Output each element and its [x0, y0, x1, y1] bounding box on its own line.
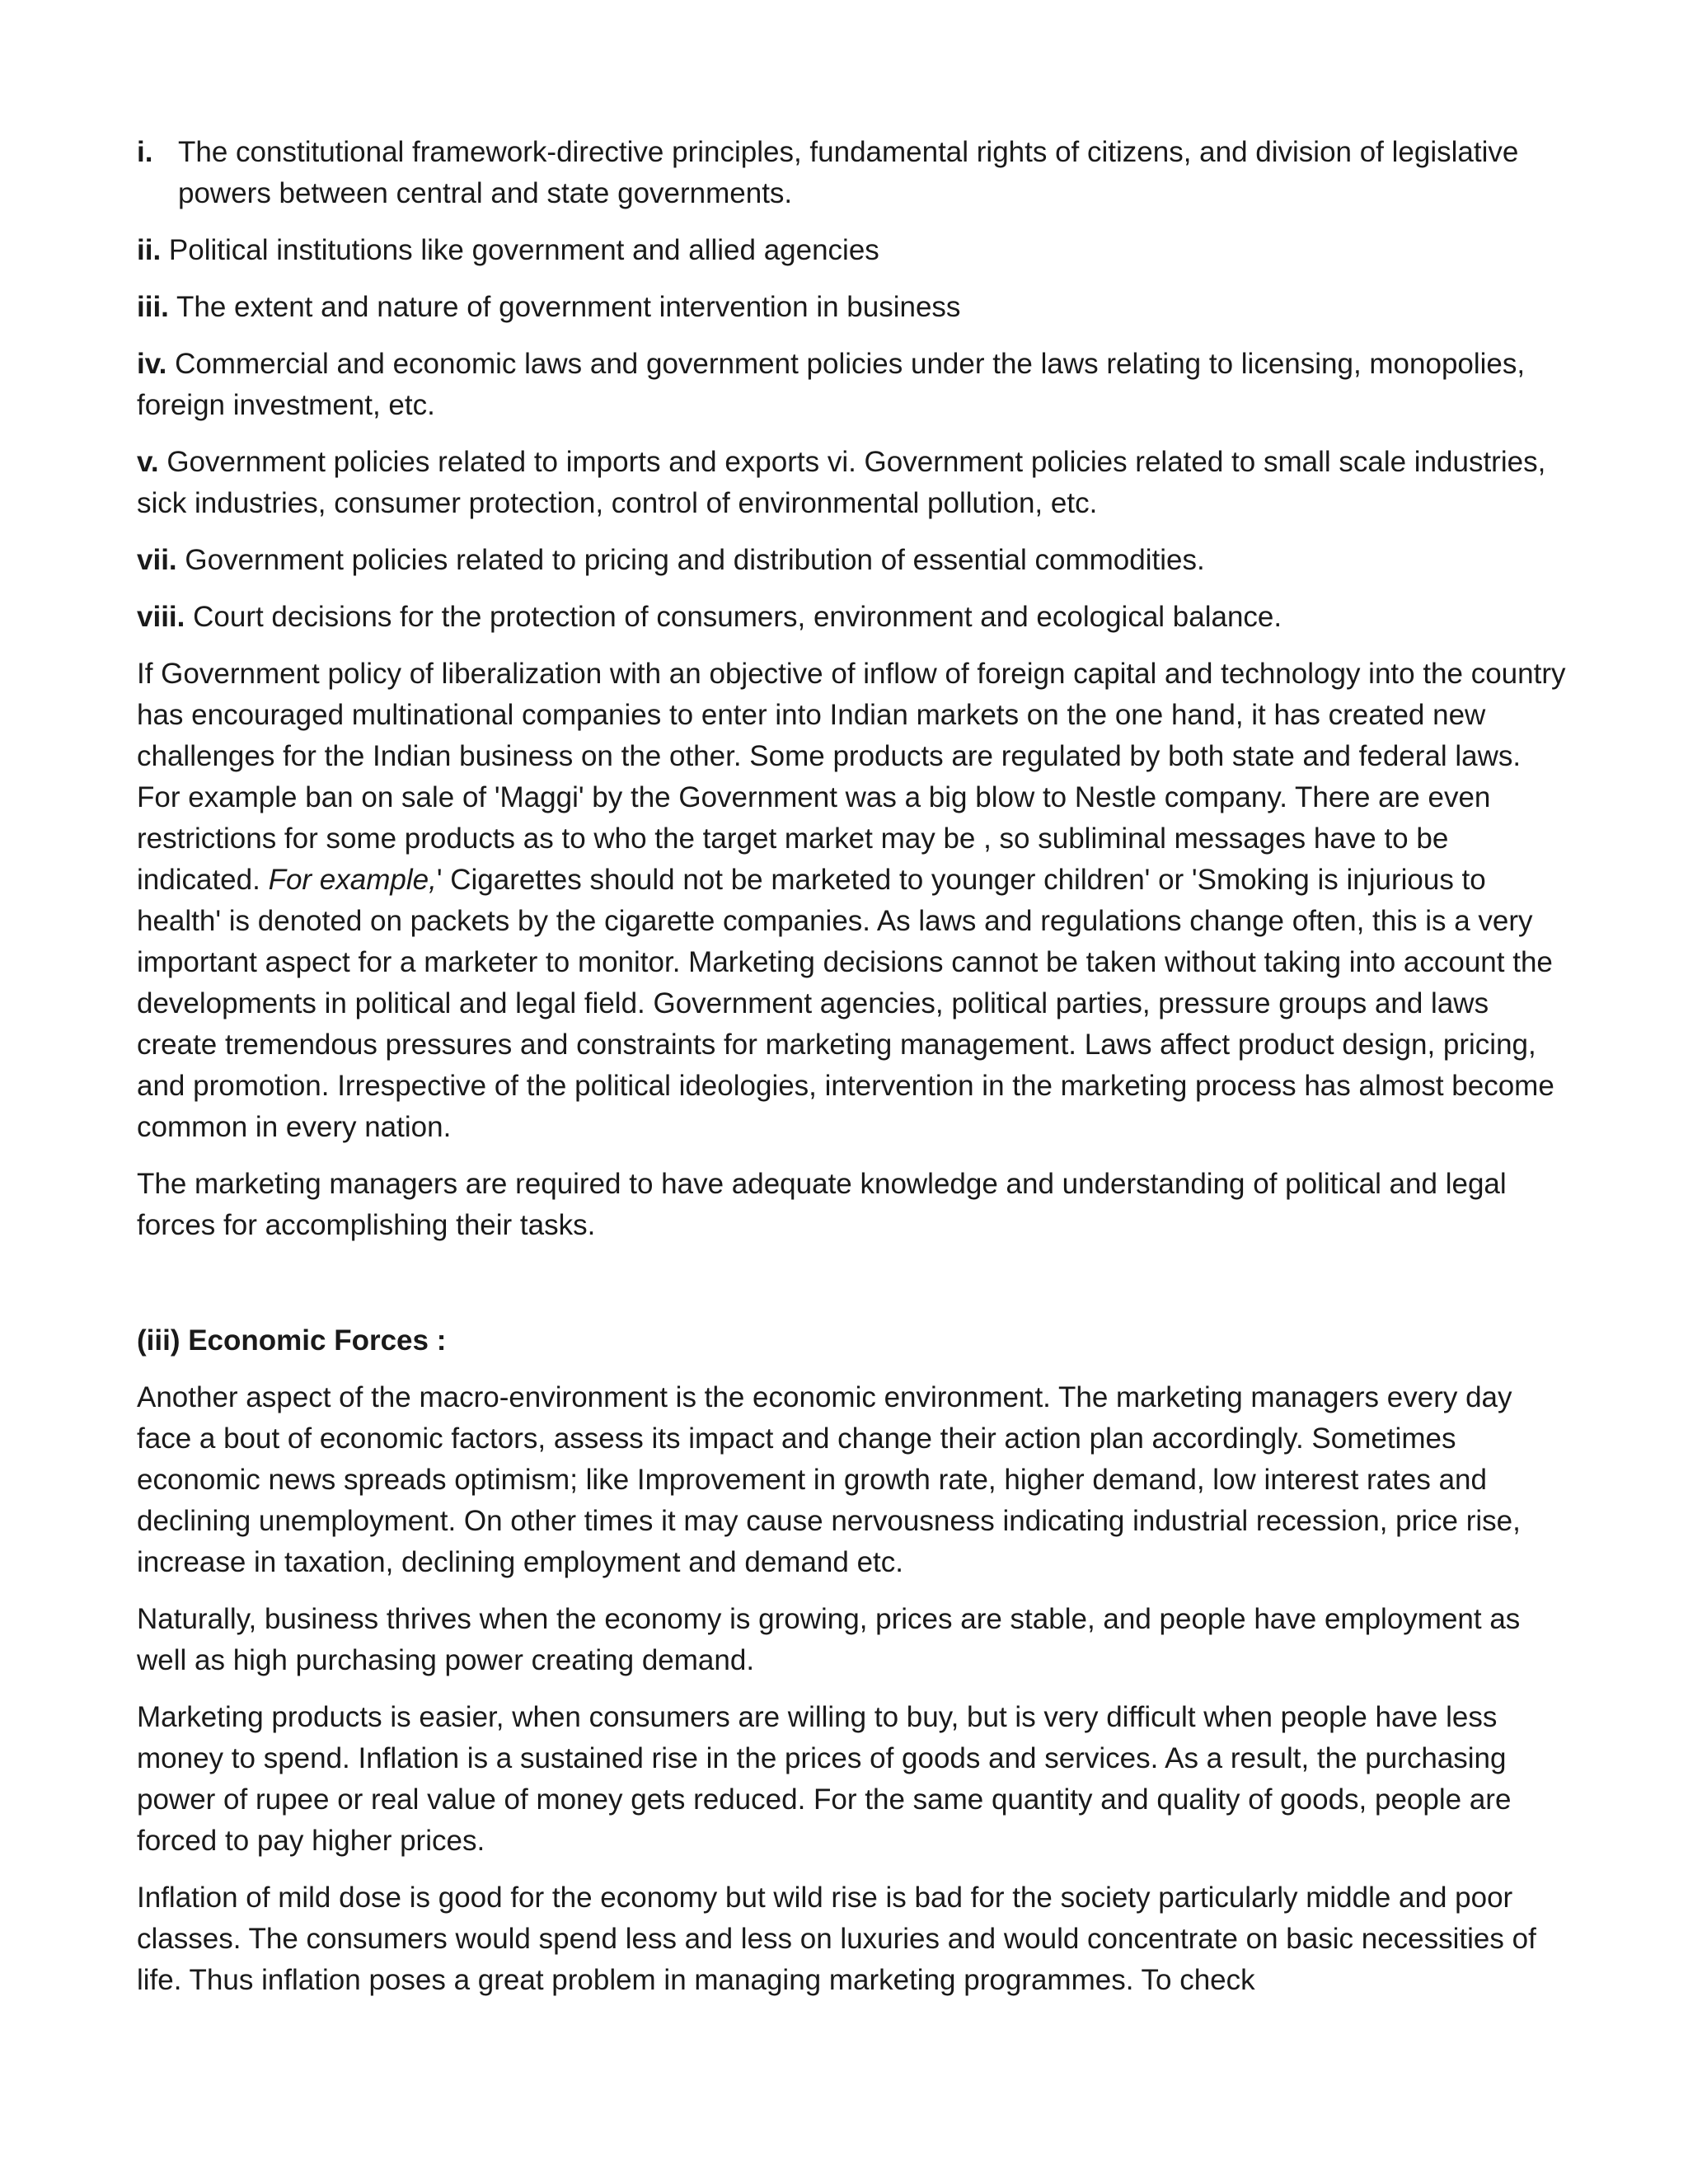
- paragraph-italic-phrase: For example,: [268, 864, 437, 896]
- list-text: The constitutional framework-directive principles, fundamental rights of citizens, and division of legislative powers between central and state governments.: [178, 136, 1519, 209]
- list-number: v.: [137, 446, 159, 478]
- list-item-ii: [137, 230, 1568, 271]
- list-item-viii: [137, 597, 1568, 638]
- list-number: vii.: [137, 544, 177, 576]
- paragraph-liberalization: [137, 654, 1568, 1148]
- document-page: [137, 132, 1568, 2017]
- list-item-vii: [137, 540, 1568, 581]
- list-number: iv.: [137, 348, 167, 380]
- paragraph-business-thrives: Naturally, business thrives when the economy is growing, prices are stable, and people have employment as well as high purchasing power creating demand.: [137, 1603, 1521, 1676]
- paragraph-text-end: ' Cigarettes should not be marketed to younger children' or 'Smoking is injurious to health' is denoted on packets by the cigarette companies. As laws and regulations change often, this is a very important aspect for a marketer to monitor. Marketing decisions cannot be taken without taking into account the developments in political and legal field. Government agencies, political parties, pressure groups and laws create tremendous pressures and constraints for marketing management. Laws affect product design, pricing, and promotion. Irrespective of the political ideologies, intervention in the marketing process has almost become common in every nation.: [137, 864, 1554, 1143]
- paragraph-marketing-managers: The marketing managers are required to have adequate knowledge and understanding of political and legal forces for accomplishing their tasks.: [137, 1168, 1507, 1241]
- paragraph-text-start: If Government policy of liberalization with an objective of inflow of foreign capital and technology into the country has encouraged multinational companies to enter into Indian markets on the one hand, it has created new challenges for the Indian business on the other. Some products are regulated by both state and federal laws. For example ban on sale of 'Maggi' by the Government was a big blow to Nestle company. There are even restrictions for some products as to who the target market may be , so subliminal messages have to be indicated.: [137, 658, 1566, 896]
- list-item-iii: [137, 287, 1568, 328]
- list-text: Government policies related to pricing and distribution of essential commodities.: [185, 544, 1205, 576]
- list-text: Commercial and economic laws and government policies under the laws relating to licensing, monopolies, foreign investment, etc.: [137, 348, 1526, 421]
- paragraph-economic-environment: Another aspect of the macro-environment is the economic environment. The marketing managers every day face a bout of economic factors, assess its impact and change their action plan accordingly. Sometimes economic news spreads optimism; like Improvement in growth rate, higher demand, low interest rates and declining unemployment. On other times it may cause nervousness indicating industrial recession, price rise, increase in taxation, declining employment and demand etc.: [137, 1381, 1521, 1578]
- list-number: ii.: [137, 234, 162, 266]
- list-number: i.: [137, 136, 153, 168]
- list-number: viii.: [137, 601, 185, 633]
- paragraph-inflation-definition: Marketing products is easier, when consumers are willing to buy, but is very difficult when people have less money to spend. Inflation is a sustained rise in the prices of goods and services. As a result, the purchasing power of rupee or real value of money gets reduced. For the same quantity and quality of goods, people are forced to pay higher prices.: [137, 1701, 1512, 1857]
- list-text: The extent and nature of government intervention in business: [176, 291, 961, 323]
- list-text: Political institutions like government and allied agencies: [168, 234, 879, 266]
- list-item-i: [137, 132, 1568, 214]
- list-text: Court decisions for the protection of consumers, environment and ecological balance.: [193, 601, 1282, 633]
- list-item-v: [137, 442, 1568, 524]
- list-number: iii.: [137, 291, 169, 323]
- section-heading: (iii) Economic Forces :: [137, 1324, 447, 1357]
- paragraph-inflation-effects: Inflation of mild dose is good for the economy but wild rise is bad for the society particularly middle and poor classes. The consumers would spend less and less on luxuries and would concentrate on basic necessities of life. Thus inflation poses a great problem in managing marketing programmes. To check: [137, 1882, 1536, 1996]
- list-text: Government policies related to imports and exports vi. Government policies related to small scale industries, sick industries, consumer protection, control of environmental pollution, etc.: [137, 446, 1546, 519]
- list-item-iv: [137, 344, 1568, 426]
